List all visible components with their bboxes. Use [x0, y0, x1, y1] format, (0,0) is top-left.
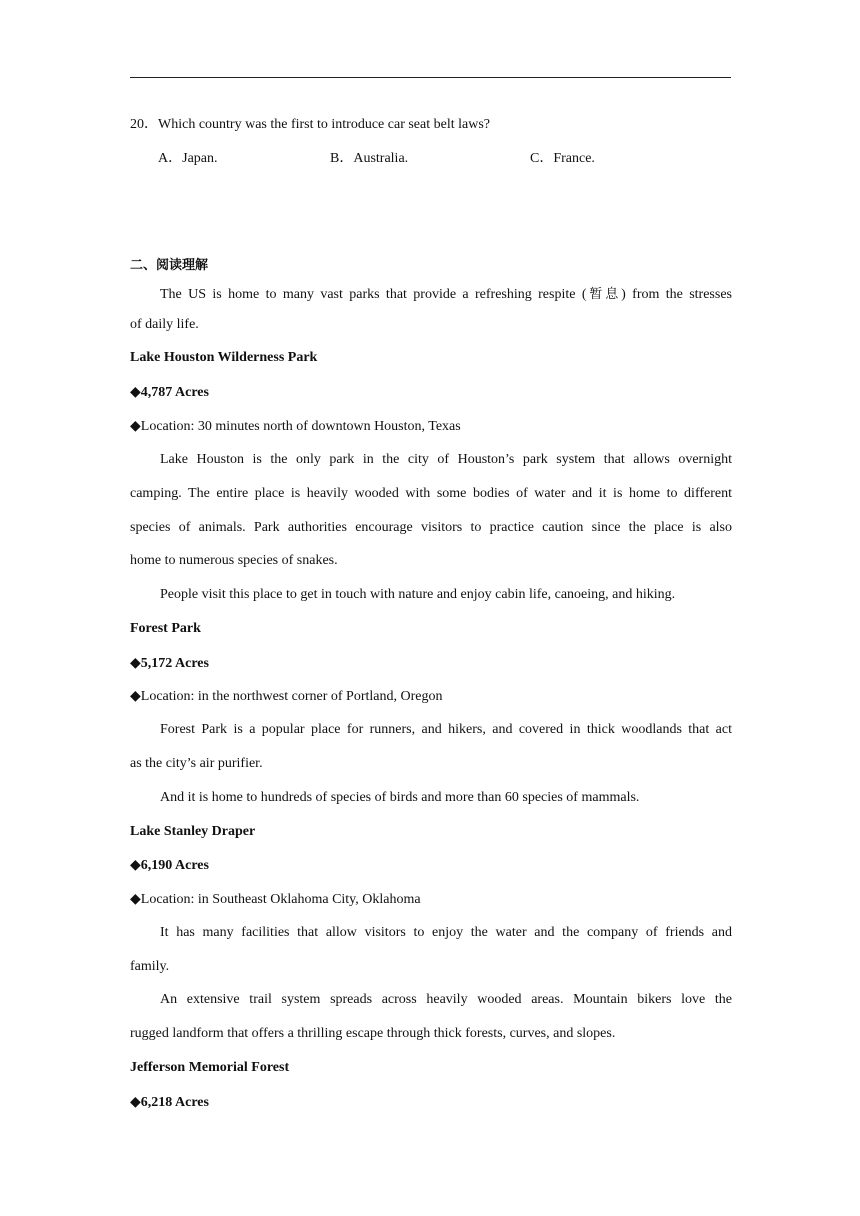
option-b [330, 147, 408, 167]
section-title: 二、阅读理解 [130, 258, 209, 273]
park-location: ◆Location: 30 minutes north of downtown Houston, Texas [130, 419, 461, 434]
paragraph-line: People visit this place to get in touch with nature and enjoy cabin life, canoeing, and hiking. [160, 587, 676, 602]
park-location: ◆Location: in the northwest corner of Portland, Oregon [130, 689, 443, 704]
paragraph-line: family. [130, 959, 170, 974]
park-title: Lake Stanley Draper [130, 824, 256, 839]
paragraph-line: And it is home to hundreds of species of birds and more than 60 species of mammals. [160, 790, 640, 805]
park-location: ◆Location: in Southeast Oklahoma City, Oklahoma [130, 892, 421, 907]
intro-text-post: ) from the stresses [621, 287, 732, 302]
option-a-text: Japan. [182, 151, 218, 166]
paragraph-line: Forest Park is a popular place for runners, and hikers, and covered in thick woodlands that act [160, 722, 732, 737]
question-20 [130, 113, 490, 133]
question-text: Which country was the first to introduce car seat belt laws? [158, 117, 490, 132]
park-acres: ◆4,787 Acres [130, 385, 209, 400]
header-rule [130, 77, 731, 78]
question-number: 20． [130, 117, 158, 132]
intro-text-pre: The US is home to many vast parks that provide a refreshing respite ( [160, 287, 587, 302]
intro-text-cjk: 暂息 [586, 287, 622, 302]
intro-line-2: of daily life. [130, 317, 199, 332]
option-c-label: C． [530, 151, 554, 166]
park-title: Lake Houston Wilderness Park [130, 350, 318, 365]
park-acres: ◆5,172 Acres [130, 656, 209, 671]
paragraph-line: species of animals. Park authorities encourage visitors to practice caution since the place is also [130, 520, 732, 535]
option-c [530, 147, 595, 167]
paragraph-line: home to numerous species of snakes. [130, 553, 338, 568]
option-b-label: B． [330, 151, 354, 166]
option-c-text: France. [553, 151, 595, 166]
paragraph-line: Lake Houston is the only park in the city of Houston’s park system that allows overnight [160, 452, 732, 467]
park-acres: ◆6,218 Acres [130, 1095, 209, 1110]
paragraph-line: rugged landform that offers a thrilling escape through thick forests, curves, and slopes. [130, 1026, 616, 1041]
paragraph-line: It has many facilities that allow visitors to enjoy the water and the company of friends and [160, 925, 732, 940]
option-b-text: Australia. [353, 151, 409, 166]
park-acres: ◆6,190 Acres [130, 858, 209, 873]
intro-line-1 [160, 283, 732, 303]
paragraph-line: camping. The entire place is heavily wooded with some bodies of water and it is home to different [130, 486, 732, 501]
paragraph-line: as the city’s air purifier. [130, 756, 263, 771]
paragraph-line: An extensive trail system spreads across heavily wooded areas. Mountain bikers love the [160, 992, 732, 1007]
option-a [158, 147, 218, 167]
park-title: Forest Park [130, 621, 201, 636]
option-a-label: A． [158, 151, 183, 166]
park-title: Jefferson Memorial Forest [130, 1060, 290, 1075]
